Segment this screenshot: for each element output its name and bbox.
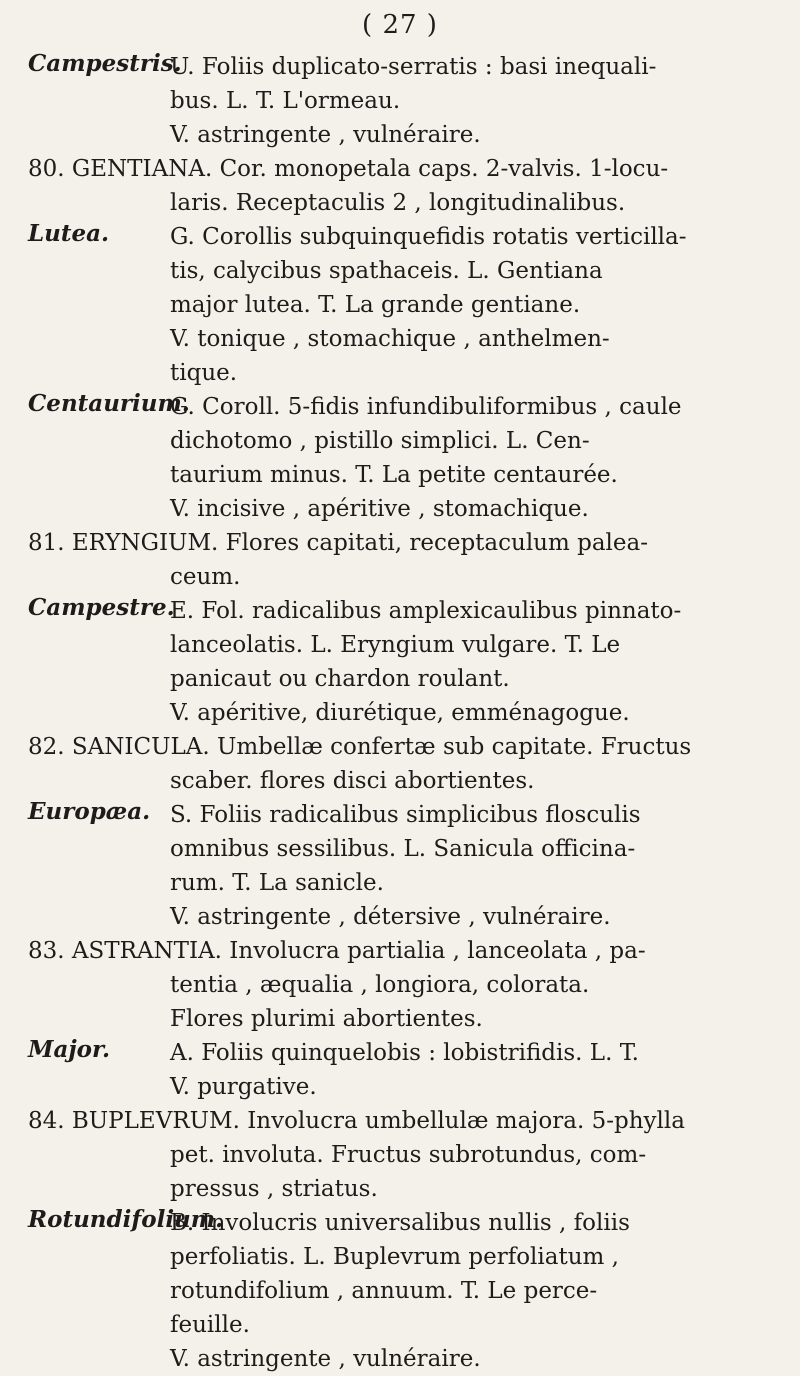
text-line: tentia , æqualia , longiora, colorata. bbox=[170, 972, 590, 998]
margin-label: Lutea. bbox=[28, 220, 110, 247]
text-line: S. Foliis radicalibus simplicibus flosculis bbox=[170, 802, 641, 828]
margin-label: Centaurium. bbox=[28, 390, 190, 417]
text-line: V. apéritive, diurétique, emménagogue. bbox=[170, 700, 630, 726]
text-line: omnibus sessilibus. L. Sanicula officina- bbox=[170, 836, 636, 862]
text-line: V. tonique , stomachique , anthelmen- bbox=[170, 326, 610, 352]
text-line: perfoliatis. L. Buplevrum perfoliatum , bbox=[170, 1244, 619, 1270]
margin-label: Europæa. bbox=[28, 798, 151, 825]
genus-heading: 83. ASTRANTIA. Involucra partialia , lanceolata , pa- bbox=[28, 938, 646, 964]
text-line: V. astringente , détersive , vulnéraire. bbox=[170, 904, 611, 930]
text-line: V. purgative. bbox=[170, 1074, 317, 1100]
text-line: pressus , striatus. bbox=[170, 1176, 378, 1202]
text-line: A. Foliis quinquelobis : lobistrifidis. L. T. bbox=[170, 1040, 639, 1066]
genus-heading: 80. GENTIANA. Cor. monopetala caps. 2-valvis. 1-locu- bbox=[28, 156, 669, 182]
text-line: taurium minus. T. La petite centaurée. bbox=[170, 462, 618, 488]
text-line: scaber. flores disci abortientes. bbox=[170, 768, 535, 794]
text-line: B. Involucris universalibus nullis , foliis bbox=[170, 1210, 630, 1236]
text-line: G. Coroll. 5-fidis infundibuliformibus , caule bbox=[170, 394, 682, 420]
text-line: rum. T. La sanicle. bbox=[170, 870, 384, 896]
text-line: U. Foliis duplicato-serratis : basi inequali- bbox=[170, 54, 657, 80]
text-line: dichotomo , pistillo simplici. L. Cen- bbox=[170, 428, 590, 454]
text-line: major lutea. T. La grande gentiane. bbox=[170, 292, 581, 318]
text-line: V. astringente , vulnéraire. bbox=[170, 122, 481, 148]
text-line: ceum. bbox=[170, 564, 241, 590]
text-line: bus. L. T. L'ormeau. bbox=[170, 88, 401, 114]
text-line: Flores plurimi abortientes. bbox=[170, 1006, 483, 1032]
genus-heading: 82. SANICULA. Umbellæ confertæ sub capitate. Fructus bbox=[28, 734, 692, 760]
margin-label: Rotundifolium. bbox=[28, 1206, 224, 1233]
text-line: laris. Receptaculis 2 , longitudinalibus. bbox=[170, 190, 626, 216]
text-line: lanceolatis. L. Eryngium vulgare. T. Le bbox=[170, 632, 621, 658]
text-line: panicaut ou chardon roulant. bbox=[170, 666, 510, 692]
text-line: G. Corollis subquinquefidis rotatis verticilla- bbox=[170, 224, 687, 250]
text-line: V. astringente , vulnéraire. bbox=[170, 1346, 481, 1372]
text-line: V. incisive , apéritive , stomachique. bbox=[170, 496, 589, 522]
text-line: feuille. bbox=[170, 1312, 250, 1338]
text-line: tis, calycibus spathaceis. L. Gentiana bbox=[170, 258, 603, 284]
text-line: E. Fol. radicalibus amplexicaulibus pinnato- bbox=[170, 598, 682, 624]
text-line: pet. involuta. Fructus subrotundus, com- bbox=[170, 1142, 647, 1168]
genus-heading: 84. BUPLEVRUM. Involucra umbellulæ majora. 5-phylla bbox=[28, 1108, 685, 1134]
text-line: tique. bbox=[170, 360, 238, 386]
genus-heading: 81. ERYNGIUM. Flores capitati, receptaculum palea- bbox=[28, 530, 648, 556]
margin-label: Campestris. bbox=[28, 50, 182, 77]
margin-label: Major. bbox=[28, 1036, 111, 1063]
text-line: rotundifolium , annuum. T. Le perce- bbox=[170, 1278, 598, 1304]
margin-label: Campestre. bbox=[28, 594, 175, 621]
page-number: ( 27 ) bbox=[362, 10, 438, 40]
